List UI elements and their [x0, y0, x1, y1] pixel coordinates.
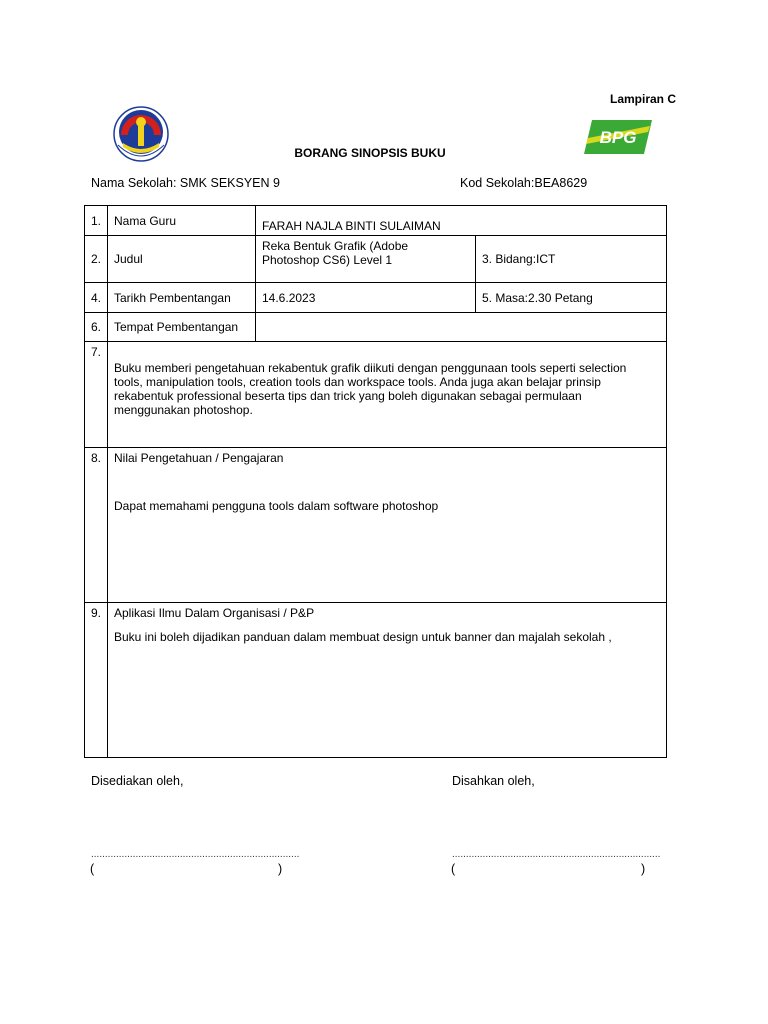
teacher-name-value: FARAH NAJLA BINTI SULAIMAN	[256, 206, 667, 236]
book-title-line2: Photoshop CS6) Level 1	[262, 253, 393, 267]
row-number: 8.	[85, 448, 108, 603]
row-number: 7.	[85, 342, 108, 448]
table-row	[85, 313, 667, 342]
synopsis-cell	[108, 342, 667, 448]
approved-open-paren: (	[451, 862, 456, 876]
prepared-close-paren: )	[278, 862, 283, 876]
application-cell	[108, 603, 667, 758]
teacher-name-label: Nama Guru	[108, 206, 256, 236]
book-title-line1: Reka Bentuk Grafik (Adobe	[262, 239, 409, 253]
presentation-date-value: 14.6.2023	[256, 283, 476, 313]
row-number: 1.	[85, 206, 108, 236]
table-row	[85, 206, 667, 236]
row-number: 2.	[85, 236, 108, 283]
school-name: Nama Sekolah: SMK SEKSYEN 9	[91, 176, 280, 190]
synopsis-text: Buku memberi pengetahuan rekabentuk grafik diikuti dengan penggunaan tools seperti selection tools, manipulation tools, creation tools dan workspace tools. Anda juga akan belajar prinsip rekabentuk professional beserta tips dan trick yang boleh digunakan sebagai permulaan menggunakan photoshop.	[114, 361, 627, 417]
form-title: BORANG SINOPSIS BUKU	[294, 146, 446, 160]
row-number: 6.	[85, 313, 108, 342]
approved-close-paren: )	[641, 862, 646, 876]
title-label: Judul	[108, 236, 256, 283]
application-text: Buku ini boleh dijadikan panduan dalam membuat design untuk banner dan majalah sekolah ,	[114, 630, 612, 644]
bpg-logo-text: BPG	[599, 128, 637, 147]
prepared-signature-line: ...........................................................................	[91, 849, 300, 860]
row-number: 9.	[85, 603, 108, 758]
prepared-open-paren: (	[90, 862, 95, 876]
approved-by-label: Disahkan oleh,	[452, 774, 535, 788]
field-value: 3. Bidang:ICT	[476, 236, 667, 283]
knowledge-label: Nilai Pengetahuan / Pengajaran	[114, 451, 284, 465]
presentation-date-label: Tarikh Pembentangan	[108, 283, 256, 313]
presentation-venue-label: Tempat Pembentangan	[108, 313, 256, 342]
school-code: Kod Sekolah:BEA8629	[460, 176, 588, 190]
table-row	[85, 342, 667, 448]
presentation-time-value: 5. Masa:2.30 Petang	[476, 283, 667, 313]
lampiran-label: Lampiran C	[610, 92, 677, 106]
book-title-value	[256, 236, 476, 283]
table-row	[85, 603, 667, 758]
application-label: Aplikasi Ilmu Dalam Organisasi / P&P	[114, 606, 315, 620]
table-row	[85, 236, 667, 283]
table-row	[85, 448, 667, 603]
prepared-by-label: Disediakan oleh,	[91, 774, 184, 788]
table-row	[85, 283, 667, 313]
knowledge-text: Dapat memahami pengguna tools dalam software photoshop	[114, 499, 439, 513]
row-number: 4.	[85, 283, 108, 313]
synopsis-form-table	[84, 205, 667, 758]
approved-signature-line: ...........................................................................	[452, 849, 661, 860]
presentation-venue-value	[256, 313, 667, 342]
knowledge-cell	[108, 448, 667, 603]
